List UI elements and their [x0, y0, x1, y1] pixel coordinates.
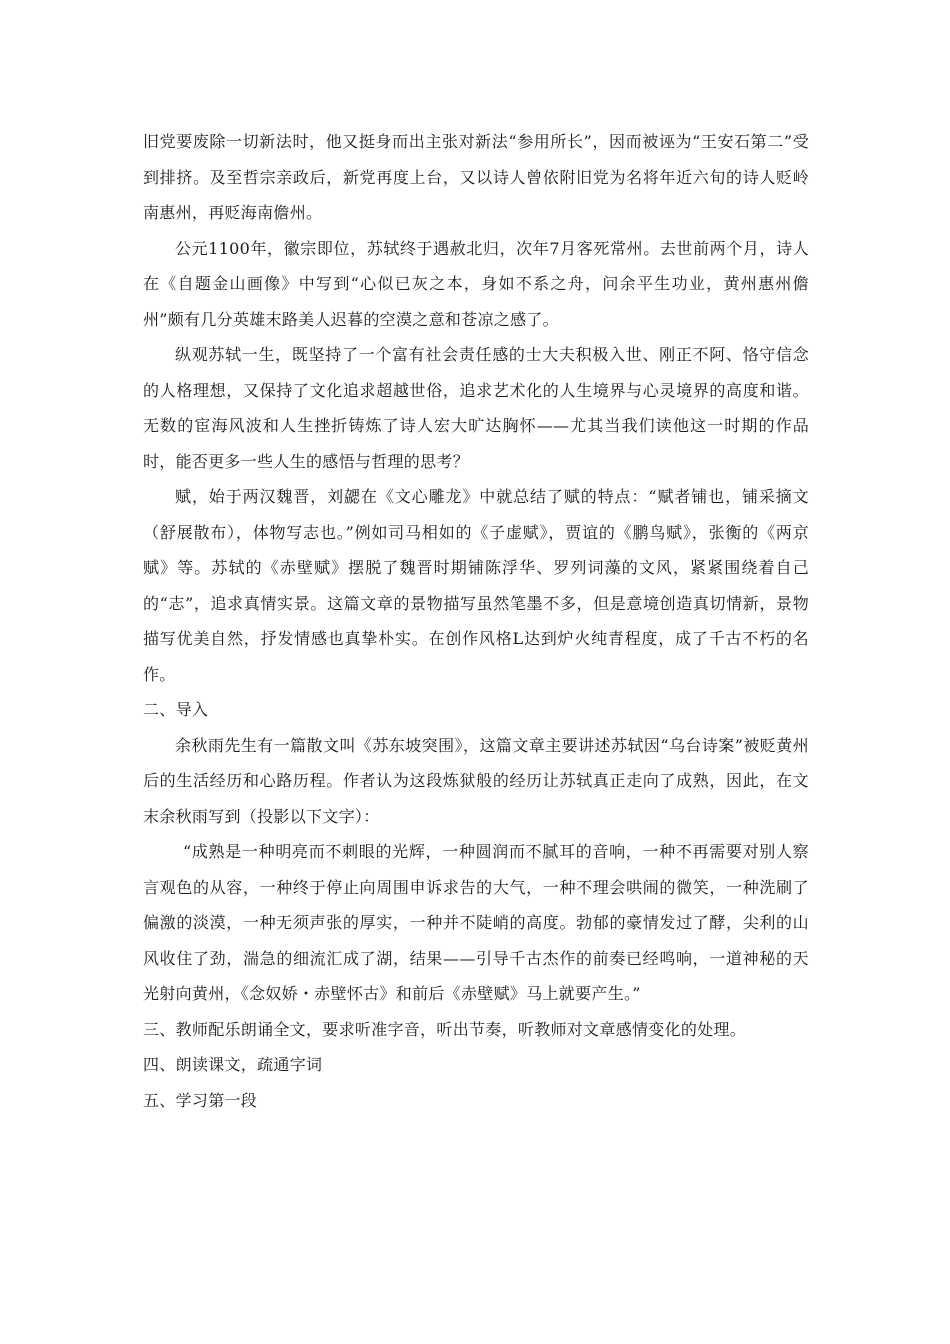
section-heading-introduction: 二、导入 [143, 700, 209, 719]
paragraph-su-shi-life-summary: 纵观苏轼一生，既坚持了一个富有社会责任感的士大夫积极入世、刚正不阿、恪守信念的人格理想，又保持了文化追求超越世俗，追求艺术化的人生境界与心灵境界的高度和谐。无数的宦海风波和人生挫折铸炼了诗人宏大旷达胸怀——尤其当我们读他这一时期的作品时，能否更多一些人生的感悟与哲理的思考？ [143, 345, 809, 471]
paragraph-maturity-quote: “成熟是一种明亮而不刺眼的光辉，一种圆润而不腻耳的音响，一种不再需要对别人察言观色的从容，一种终于停止向周围申诉求告的大气，一种不理会哄闹的微笑，一种洗刷了偏激的淡漠，一种无须声张的厚实，一种并不陡峭的高度。勃郁的豪情发过了酵，尖利的山风收住了劲，湍急的细流汇成了湖，结果——引导千古杰作的前奏已经鸣响，一道神秘的天光射向黄州，《念奴娇・赤壁怀古》和前后《赤壁赋》马上就要产生。” [143, 842, 809, 1003]
paragraph-fu-genre: 赋，始于两汉魏晋，刘勰在《文心雕龙》中就总结了赋的特点：“赋者铺也，铺采摘文（舒展散布），体物写志也。”例如司马相如的《子虚赋》，贾谊的《鹏鸟赋》，张衡的《两京赋》等。苏轼的《赤壁赋》摆脱了魏晋时期铺陈浮华、罗列词藻的文风，紧紧围绕着自己的“志”，追求真情实景。这篇文章的景物描写虽然笔墨不多，但是意境创造真切情新，景物描写优美自然，抒发情感也真挚朴实。在创作风格L达到炉火纯青程度，成了千古不朽的名作。 [143, 487, 809, 684]
paragraph-continuation: 旧党要废除一切新法时，他又挺身而出主张对新法“参用所长”，因而被诬为“王安石第二”受到排挤。及至哲宗亲政后，新党再度上台，又以诗人曾依附旧党为名将年近六旬的诗人贬岭南惠州，再贬海南儋州。 [143, 132, 809, 222]
paragraph-yu-qiuyu-intro: 余秋雨先生有一篇散文叫《苏东坡突围》，这篇文章主要讲述苏轼因“乌台诗案”被贬黄州后的生活经历和心路历程。作者认为这段炼狱般的经历让苏轼真正走向了成熟，因此，在文末余秋雨写到（投影以下文字）： [143, 735, 809, 826]
paragraph-su-shi-death: 公元1100年，徽宗即位，苏轼终于遇赦北归，次年7月客死常州。去世前两个月，诗人在《自题金山画像》中写到“心似已灰之本，身如不系之舟，问余平生功业，黄州惠州儋州”颇有几分英雄末路美人迟暮的空漠之意和苍凉之感了。 [143, 238, 809, 329]
section-heading-read-text: 四、朗读课文，疏通字词 [143, 1055, 323, 1074]
section-heading-first-paragraph: 五、学习第一段 [143, 1090, 258, 1110]
section-heading-teacher-reading: 三、教师配乐朗诵全文，要求听准字音，听出节奏，听教师对文章感情变化的处理。 [143, 1019, 747, 1039]
document-body [143, 124, 809, 1118]
